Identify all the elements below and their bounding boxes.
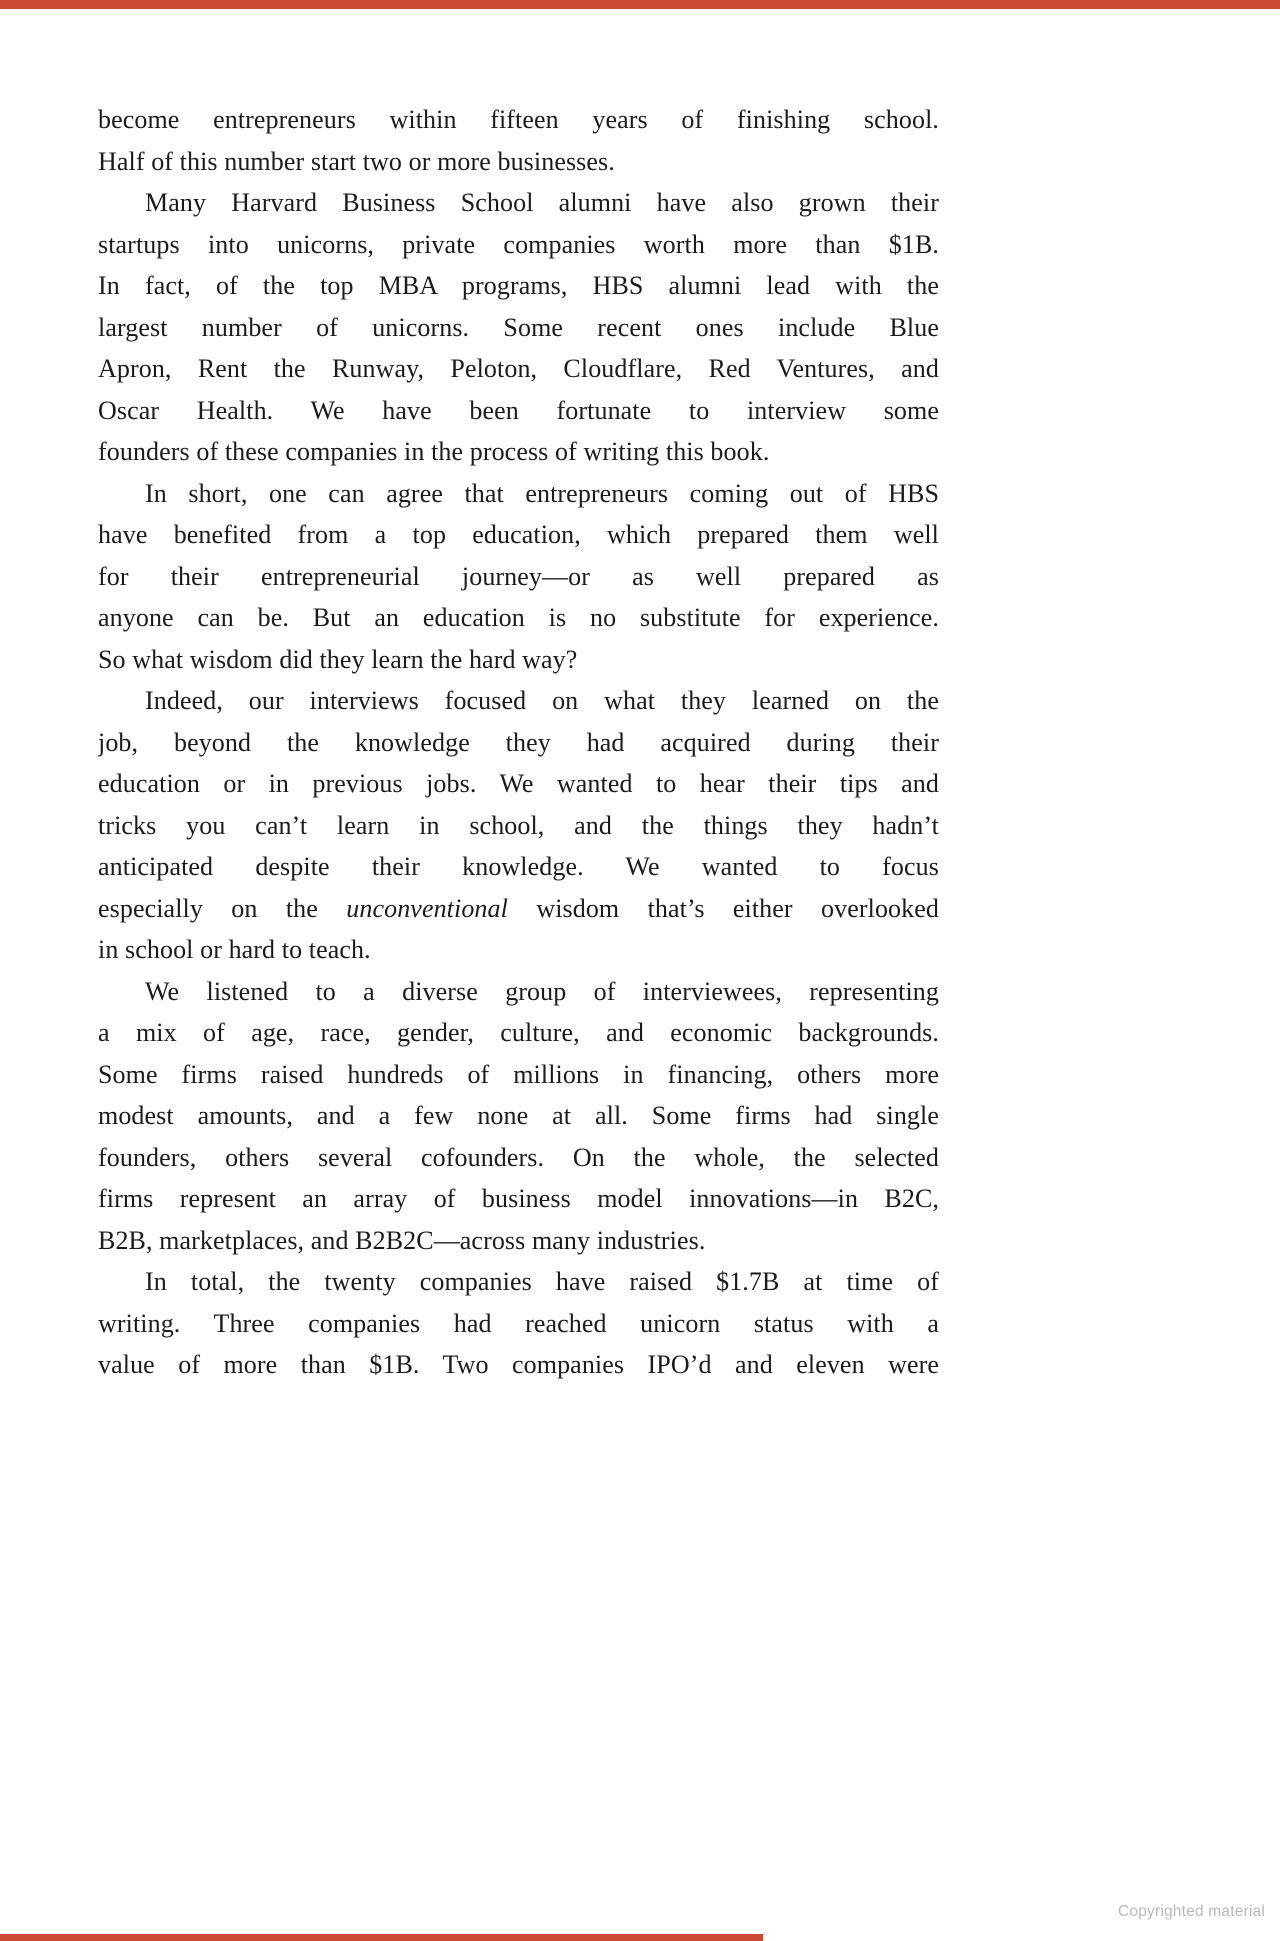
text-segment: Half of this number start two or more businesses. [98, 146, 615, 176]
text-block [98, 99, 939, 1386]
text-segment: anticipated despite their knowledge. We wanted to focus [98, 852, 939, 881]
text-segment: In total, the twenty companies have raised $1.7B at time of [145, 1267, 939, 1296]
paragraph [98, 1261, 939, 1386]
text-line [98, 1054, 939, 1096]
text-segment: for their entrepreneurial journey—or as well prepared as [98, 561, 939, 591]
text-segment: In fact, of the top MBA programs, HBS alumni lead with the [98, 271, 939, 300]
text-segment: anyone can be. But an education is no substitute for experience. [98, 603, 939, 632]
scan-artifact-top-bar [0, 0, 1280, 9]
paragraph [98, 680, 939, 971]
text-segment: Oscar Health. We have been fortunate to interview some [98, 395, 939, 425]
text-line [98, 556, 939, 598]
text-segment: firms represent an array of business model innovations—in B2C, [98, 1184, 939, 1213]
text-line [98, 1137, 939, 1179]
paragraph [98, 99, 939, 182]
text-line [98, 888, 939, 930]
italic-text: unconventional [346, 893, 508, 923]
paragraph [98, 971, 939, 1262]
text-line [98, 141, 939, 183]
text-line [98, 182, 939, 224]
text-line [98, 224, 939, 266]
text-line [98, 971, 939, 1013]
text-segment: founders, others several cofounders. On the whole, the selected [98, 1142, 939, 1172]
text-segment: writing. Three companies had reached unicorn status with a [98, 1308, 939, 1338]
text-segment: become entrepreneurs within fifteen years of finishing school. [98, 105, 939, 134]
text-line [98, 431, 939, 473]
text-segment: job, beyond the knowledge they had acquired during their [98, 727, 939, 757]
scan-artifact-bottom-bar [0, 1934, 763, 1941]
text-segment: In short, one can agree that entrepreneurs coming out of HBS [145, 478, 939, 508]
text-line [98, 1095, 939, 1137]
text-line [98, 473, 939, 515]
text-segment: tricks you can’t learn in school, and the things they hadn’t [98, 810, 939, 840]
text-segment: in school or hard to teach. [98, 935, 371, 964]
text-line [98, 1178, 939, 1220]
text-line [98, 1261, 939, 1303]
text-segment: a mix of age, race, gender, culture, and economic backgrounds. [98, 1018, 939, 1047]
text-segment: Some firms raised hundreds of millions in financing, others more [98, 1059, 939, 1089]
text-line [98, 1303, 939, 1345]
text-segment: So what wisdom did they learn the hard way? [98, 644, 578, 674]
text-segment: largest number of unicorns. Some recent ones include Blue [98, 312, 939, 342]
text-segment: especially on the [98, 893, 347, 923]
text-line [98, 1012, 939, 1054]
paragraph [98, 473, 939, 681]
text-line [98, 680, 939, 722]
text-segment: Indeed, our interviews focused on what they learned on the [145, 686, 939, 715]
text-segment: modest amounts, and a few none at all. Some firms had single [98, 1101, 939, 1130]
text-segment: founders of these companies in the process of writing this book. [98, 437, 770, 466]
text-line [98, 1344, 939, 1386]
text-line [98, 99, 939, 141]
text-segment: Apron, Rent the Runway, Peloton, Cloudflare, Red Ventures, and [98, 354, 939, 383]
text-line [98, 514, 939, 556]
text-segment: wisdom that’s either overlooked [507, 893, 939, 923]
text-line [98, 846, 939, 888]
text-line [98, 307, 939, 349]
text-line [98, 265, 939, 307]
text-line [98, 805, 939, 847]
text-segment: have benefited from a top education, which prepared them well [98, 520, 939, 549]
text-segment: startups into unicorns, private companies worth more than $1B. [98, 229, 939, 259]
text-segment: education or in previous jobs. We wanted to hear their tips and [98, 769, 939, 798]
text-line [98, 597, 939, 639]
text-segment: We listened to a diverse group of interviewees, representing [145, 976, 939, 1006]
text-line [98, 763, 939, 805]
text-segment: B2B, marketplaces, and B2B2C—across many industries. [98, 1225, 706, 1255]
text-line [98, 929, 939, 971]
text-segment: value of more than $1B. Two companies IPO’d and eleven were [98, 1350, 939, 1379]
text-line [98, 639, 939, 681]
copyright-notice: Copyrighted material [1117, 1903, 1265, 1920]
text-line [98, 722, 939, 764]
text-line [98, 390, 939, 432]
text-line [98, 1220, 939, 1262]
paragraph [98, 182, 939, 473]
text-segment: Many Harvard Business School alumni have also grown their [145, 188, 939, 217]
text-line [98, 348, 939, 390]
